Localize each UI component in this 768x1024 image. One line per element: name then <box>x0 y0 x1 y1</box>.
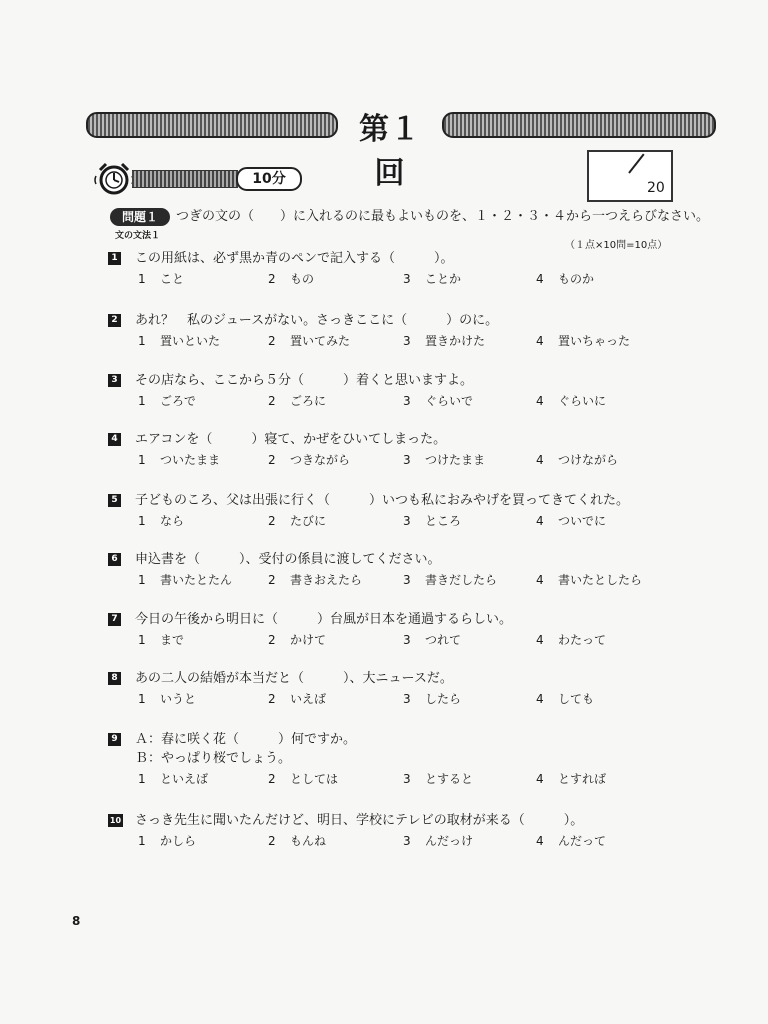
option-2[interactable]: 2 つきながら <box>268 453 351 467</box>
timer-bar <box>132 170 238 188</box>
question-text: この用紙は、必ず黒か青のペンで記入する（ ）。 <box>135 251 454 266</box>
question-number: 3 <box>108 374 121 387</box>
question-1 <box>108 250 708 296</box>
option-3[interactable]: 3 置きかけた <box>403 334 486 348</box>
option-2[interactable]: 2 いえば <box>268 692 327 706</box>
option-4[interactable]: 4 ついでに <box>536 514 607 528</box>
score-total: 20 <box>647 180 665 196</box>
option-4[interactable]: 4 わたって <box>536 633 607 647</box>
question-4 <box>108 431 708 477</box>
option-1[interactable]: 1 といえば <box>138 772 209 786</box>
option-4[interactable]: 4 しても <box>536 692 595 706</box>
question-text: Ａ：春に咲く花（ ）何ですか。 <box>135 732 357 747</box>
question-number: 4 <box>108 433 121 446</box>
question-10 <box>108 812 708 858</box>
question-number: 2 <box>108 314 121 327</box>
question-2 <box>108 312 708 358</box>
question-6 <box>108 551 708 597</box>
question-text: 子どものころ、父は出張に行く（ ）いつも私におみやげを買ってきてくれた。 <box>135 493 630 508</box>
option-1[interactable]: 1 こと <box>138 272 185 286</box>
question-number: 1 <box>108 252 121 265</box>
option-4[interactable]: 4 つけながら <box>536 453 619 467</box>
option-1[interactable]: 1 書いたとたん <box>138 573 233 587</box>
mondai-instruction: つぎの文の（ ）に入れるのに最もよいものを、１・２・３・４から一つえらびなさい。 <box>176 209 710 224</box>
question-9 <box>108 731 708 793</box>
question-8 <box>108 670 708 716</box>
option-3[interactable]: 3 ことか <box>403 272 462 286</box>
score-slash <box>628 153 644 173</box>
question-number: 10 <box>109 816 122 825</box>
mondai-badge: 問題１ <box>110 208 170 226</box>
option-3[interactable]: 3 とすると <box>403 772 474 786</box>
time-limit-badge: 10分 <box>236 167 302 191</box>
option-1[interactable]: 1 いうと <box>138 692 197 706</box>
option-2[interactable]: 2 かけて <box>268 633 327 647</box>
question-text: 申込書を（ ）、受付の係員に渡してください。 <box>135 552 441 567</box>
option-4[interactable]: 4 置いちゃった <box>536 334 631 348</box>
page-title: 第１回 <box>359 112 421 191</box>
title-band-right <box>442 112 716 138</box>
question-text: 今日の午後から明日に（ ）台風が日本を通過するらしい。 <box>135 612 513 627</box>
option-1[interactable]: 1 置いといた <box>138 334 221 348</box>
question-text: あの二人の結婚が本当だと（ ）、大ニュースだ。 <box>135 671 453 686</box>
option-2[interactable]: 2 書きおえたら <box>268 573 363 587</box>
question-text: エアコンを（ ）寝て、かぜをひいてしまった。 <box>135 432 447 447</box>
timer-row <box>92 158 332 198</box>
option-4[interactable]: 4 書いたとしたら <box>536 573 643 587</box>
question-number: 5 <box>108 494 121 507</box>
question-number: 9 <box>108 733 121 746</box>
option-2[interactable]: 2 置いてみた <box>268 334 351 348</box>
question-number: 6 <box>108 553 121 566</box>
question-number: 8 <box>108 672 121 685</box>
option-2[interactable]: 2 もんね <box>268 834 327 848</box>
page-number: 8 <box>72 914 81 928</box>
question-text: その店なら、ここから５分（ ）着くと思いますよ。 <box>135 373 474 388</box>
question-number: 7 <box>108 613 121 626</box>
question-3 <box>108 372 708 418</box>
question-text: さっき先生に聞いたんだけど、明日、学校にテレビの取材が来る（ ）。 <box>135 813 584 828</box>
option-3[interactable]: 3 ぐらいで <box>403 394 474 408</box>
points-note: （１点×10問=10点） <box>565 240 668 251</box>
title-band-left <box>86 112 338 138</box>
option-3[interactable]: 3 つれて <box>403 633 462 647</box>
option-3[interactable]: 3 つけたまま <box>403 453 486 467</box>
option-3[interactable]: 3 したら <box>403 692 462 706</box>
question-5 <box>108 492 708 538</box>
option-4[interactable]: 4 ぐらいに <box>536 394 607 408</box>
question-7 <box>108 611 708 657</box>
alarm-clock-icon <box>92 158 136 198</box>
option-4[interactable]: 4 とすれば <box>536 772 607 786</box>
section-label: 文の文法１ <box>115 231 161 241</box>
option-3[interactable]: 3 ところ <box>403 514 462 528</box>
option-1[interactable]: 1 まで <box>138 633 185 647</box>
option-1[interactable]: 1 かしら <box>138 834 197 848</box>
option-2[interactable]: 2 ごろに <box>268 394 327 408</box>
option-4[interactable]: 4 ものか <box>536 272 595 286</box>
option-4[interactable]: 4 んだって <box>536 834 607 848</box>
option-3[interactable]: 3 んだっけ <box>403 834 474 848</box>
option-2[interactable]: 2 たびに <box>268 514 327 528</box>
option-1[interactable]: 1 なら <box>138 514 185 528</box>
mondai-header <box>110 208 710 228</box>
score-box <box>587 150 673 202</box>
question-text-line2: Ｂ：やっぱり桜でしょう。 <box>135 751 292 766</box>
option-1[interactable]: 1 ついたまま <box>138 453 221 467</box>
option-2[interactable]: 2 としては <box>268 772 339 786</box>
option-1[interactable]: 1 ごろで <box>138 394 196 408</box>
option-3[interactable]: 3 書きだしたら <box>403 573 498 587</box>
question-text: あれ？ 私のジュースがない。さっきここに（ ）のに。 <box>135 313 499 328</box>
option-2[interactable]: 2 もの <box>268 272 315 286</box>
